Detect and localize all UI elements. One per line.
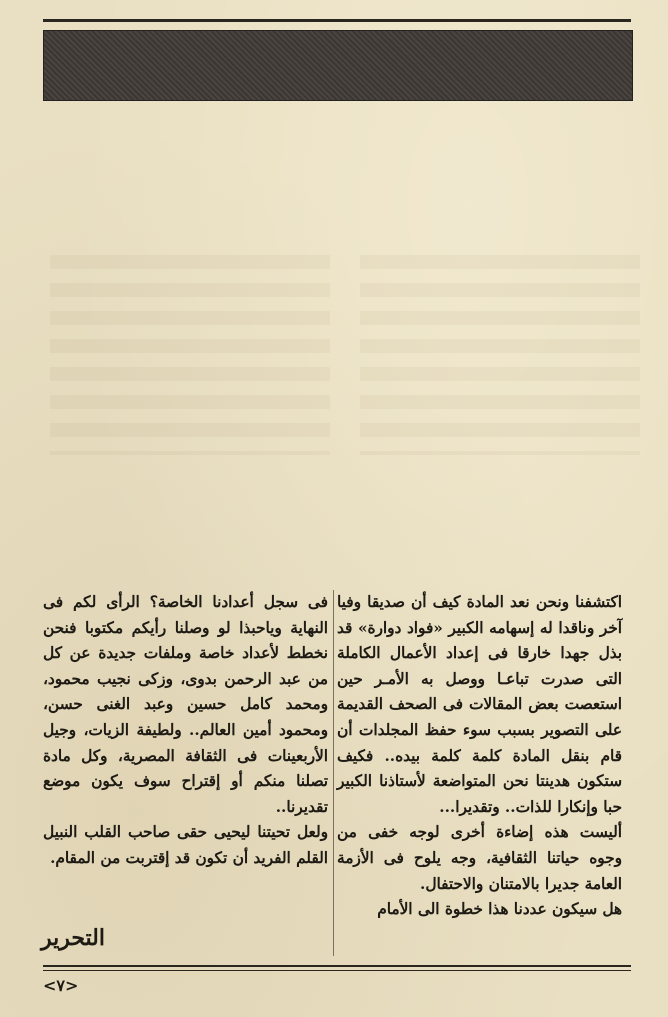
column-divider xyxy=(333,590,334,956)
top-rule xyxy=(43,19,631,22)
paragraph: أليست هذه إضاءة أخرى لوجه خفى من وجوه حياتنا الثقافية، وجه يلوح فى الأزمة العامة جديرا بالامتنان والاحتفال. xyxy=(337,823,622,893)
bottom-rule xyxy=(43,965,631,967)
paragraph: ولعل تحيتنا ليحيى حقى صاحب القلب النبيل القلم الفريد أن تكون قد إقتربت من المقام. xyxy=(43,823,328,867)
paragraph: فى سجل أعدادنا الخاصة؟ الرأى لكم فى النهاية وياحبذا لو وصلنا رأيكم مكتوبا فنحن نخطط لأعداد خاصة وملفات جديدة عن كل من عبد الرحمن بدوى، وزكى نجيب محمود، ومحمد كامل حسين وعبد الغنى حسن، ومحمود أمين العالم.. ولطيفة الزيات، وجيل الأربعينات فى الثقافة المصرية، وكل مادة تصلنا منكم أو إقتراح سوف يكون موضع تقديرنا.. xyxy=(43,593,328,816)
header-banner xyxy=(43,30,633,101)
paragraph: اكتشفنا ونحن نعد المادة كيف أن صديقا وفيا آخر وناقدا له إسهامه الكبير «فواد دوارة» قد بذل جهدا خارقا فى إعداد الأعمال الكاملة التى صدرت تباعـا ووصل به الأمـر حين استعصت بعض المقالات فى الصحف القديمة على التصوير بسبب سوء حفظ المجلدات أن قام بنقل المادة كلمة كلمة بيده.. فكيف ستكون هدينتا نحن المتواضعة لأستاذنا الكبير حبا وإنكارا للذات.. وتقديرا... xyxy=(337,593,622,816)
paragraph: هل سيكون عددنا هذا خطوة الى الأمام xyxy=(377,900,622,919)
bottom-rule-thin xyxy=(43,970,631,971)
editorial-signature: التحرير xyxy=(40,925,105,951)
page-number: <٧> xyxy=(43,976,79,995)
show-through-texture-right xyxy=(360,255,640,455)
article-column-right xyxy=(337,590,622,923)
article-column-left xyxy=(43,590,328,872)
show-through-texture-left xyxy=(50,255,330,455)
